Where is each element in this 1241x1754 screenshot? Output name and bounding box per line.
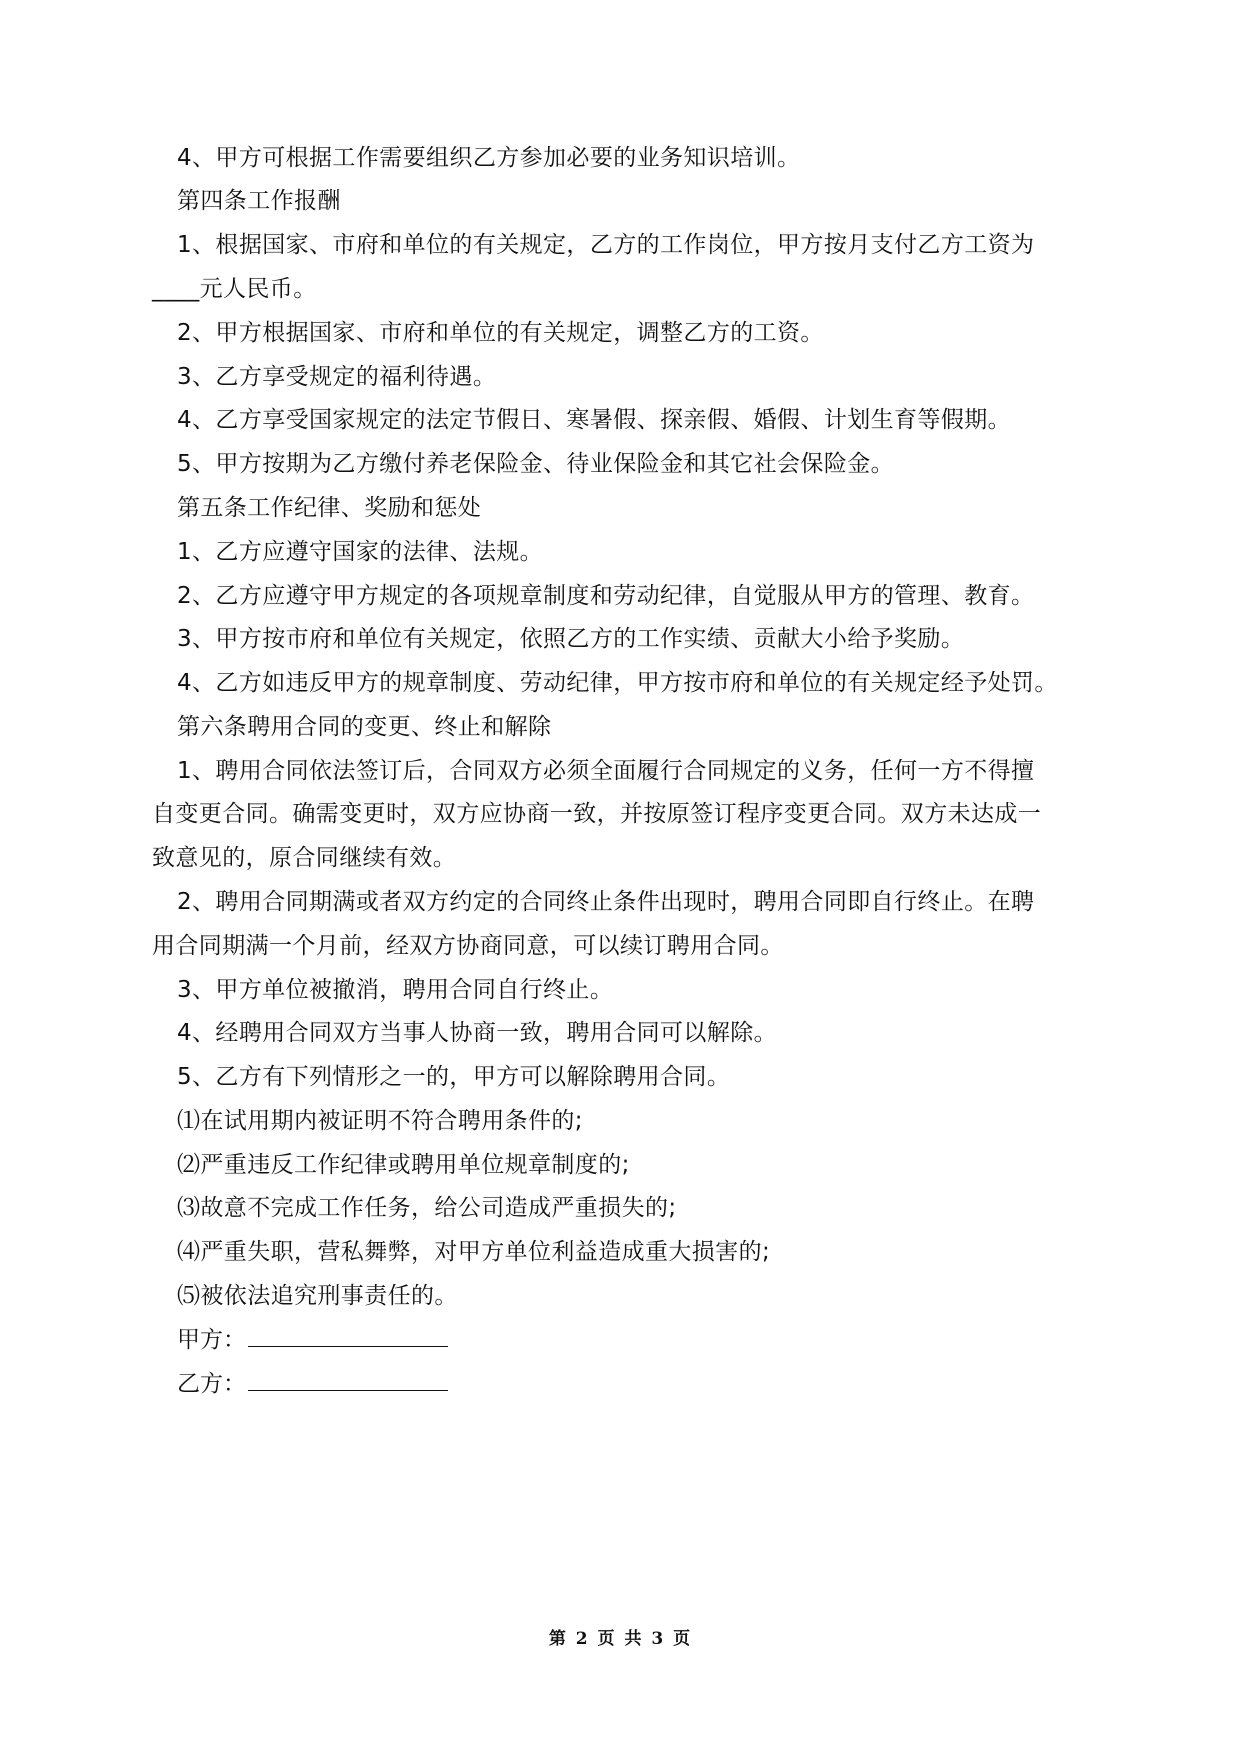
- paragraph-line: 4、经聘用合同双方当事人协商一致，聘用合同可以解除。: [177, 1020, 778, 1046]
- paragraph-line: 3、甲方按市府和单位有关规定，依照乙方的工作实绩、贡献大小给予奖励。: [177, 626, 965, 652]
- party-a-label: 甲方：: [177, 1327, 246, 1353]
- paragraph-line: 自变更合同。确需变更时，双方应协商一致，并按原签订程序变更合同。双方未达成一: [152, 801, 1042, 827]
- paragraph-line: 4、甲方可根据工作需要组织乙方参加必要的业务知识培训。: [177, 145, 801, 171]
- paragraph-line: 致意见的，原合同继续有效。: [152, 845, 457, 871]
- paragraph-line: ____元人民币。: [152, 276, 317, 302]
- paragraph-line: 3、乙方享受规定的福利待遇。: [177, 364, 497, 390]
- paragraph-line: 1、聘用合同依法签订后，合同双方必须全面履行合同规定的义务，任何一方不得擅: [177, 758, 1035, 784]
- paragraph-line: 2、乙方应遵守甲方规定的各项规章制度和劳动纪律，自觉服从甲方的管理、教育。: [177, 583, 1035, 609]
- list-item: ⑵严重违反工作纪律或聘用单位规章制度的;: [177, 1152, 630, 1178]
- paragraph-line: 3、甲方单位被撤消，聘用合同自行终止。: [177, 977, 614, 1003]
- paragraph-line: 2、甲方根据国家、市府和单位的有关规定，调整乙方的工资。: [177, 320, 824, 346]
- paragraph-line: 5、甲方按期为乙方缴付养老保险金、待业保险金和其它社会保险金。: [177, 451, 895, 477]
- party-b-blank: [248, 1370, 448, 1391]
- list-item: ⑶故意不完成工作任务，给公司造成严重损失的;: [177, 1195, 677, 1221]
- paragraph-line: 用合同期满一个月前，经双方协商同意，可以续订聘用合同。: [152, 933, 784, 959]
- list-item: ⑴在试用期内被证明不符合聘用条件的;: [177, 1108, 583, 1134]
- paragraph-line: 5、乙方有下列情形之一的，甲方可以解除聘用合同。: [177, 1064, 731, 1090]
- section-heading: 第四条工作报酬: [177, 188, 341, 214]
- list-item: ⑷严重失职，营私舞弊，对甲方单位利益造成重大损害的;: [177, 1239, 771, 1265]
- list-item: ⑸被依法追究刑事责任的。: [177, 1283, 458, 1309]
- signature-party-b: [177, 1369, 448, 1399]
- section-heading: 第六条聘用合同的变更、终止和解除: [177, 714, 552, 740]
- signature-party-a: [177, 1325, 448, 1355]
- page-footer: 第 2 页 共 3 页: [548, 1629, 693, 1649]
- section-heading: 第五条工作纪律、奖励和惩处: [177, 495, 482, 521]
- paragraph-line: 4、乙方如违反甲方的规章制度、劳动纪律，甲方按市府和单位的有关规定经予处罚。: [177, 670, 1058, 696]
- party-b-label: 乙方：: [177, 1371, 246, 1397]
- party-a-blank: [248, 1326, 448, 1347]
- paragraph-line: 4、乙方享受国家规定的法定节假日、寒暑假、探亲假、婚假、计划生育等假期。: [177, 407, 1012, 433]
- paragraph-line: 1、根据国家、市府和单位的有关规定，乙方的工作岗位，甲方按月支付乙方工资为: [177, 232, 1035, 258]
- paragraph-line: 2、聘用合同期满或者双方约定的合同终止条件出现时，聘用合同即自行终止。在聘: [177, 889, 1035, 915]
- paragraph-line: 1、乙方应遵守国家的法律、法规。: [177, 539, 544, 565]
